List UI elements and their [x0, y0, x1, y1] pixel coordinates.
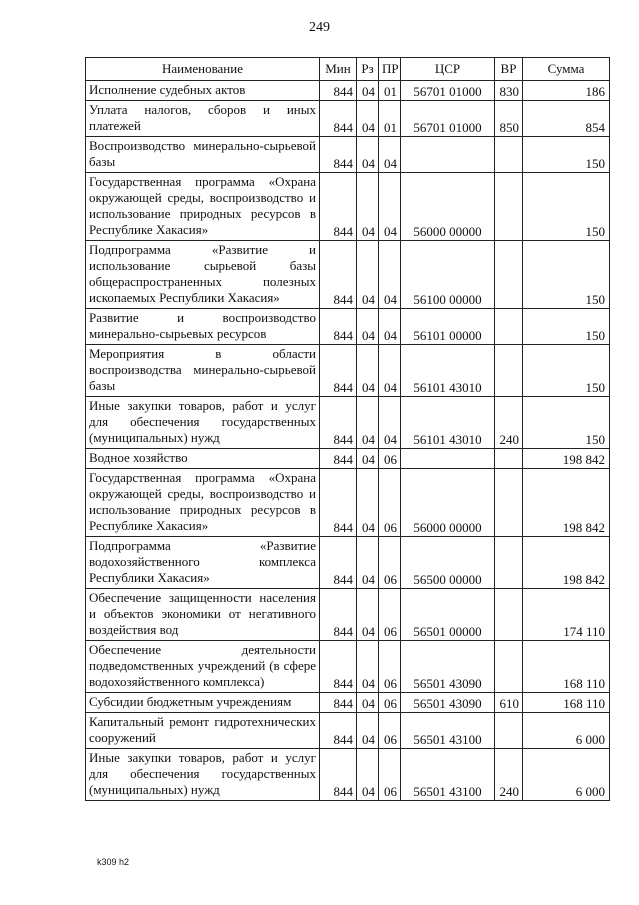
row-rz: 04 [357, 749, 379, 801]
row-min: 844 [320, 309, 357, 345]
row-csr: 56101 43010 [401, 397, 495, 449]
row-sum: 854 [523, 101, 610, 137]
row-vr: 610 [495, 693, 523, 713]
row-name: Подпрограмма «Развитие и использование сырьевой базы общераспространенных полезных ископаемых Республики Хакасия» [86, 241, 320, 309]
row-min: 844 [320, 173, 357, 241]
row-rz: 04 [357, 345, 379, 397]
row-rz: 04 [357, 101, 379, 137]
row-min: 844 [320, 241, 357, 309]
row-sum: 150 [523, 397, 610, 449]
row-min: 844 [320, 81, 357, 101]
row-pr: 01 [379, 101, 401, 137]
row-vr [495, 173, 523, 241]
row-csr: 56501 43100 [401, 749, 495, 801]
row-min: 844 [320, 137, 357, 173]
row-name: Субсидии бюджетным учреждениям [86, 693, 320, 713]
table-row [86, 309, 610, 345]
row-pr: 06 [379, 449, 401, 469]
row-rz: 04 [357, 641, 379, 693]
row-sum: 168 110 [523, 693, 610, 713]
row-sum: 150 [523, 137, 610, 173]
row-vr [495, 589, 523, 641]
row-sum: 186 [523, 81, 610, 101]
row-sum: 198 842 [523, 449, 610, 469]
row-sum: 6 000 [523, 749, 610, 801]
row-name: Государственная программа «Охрана окружающей среды, воспроизводство и использование природных ресурсов в Республике Хакасия» [86, 173, 320, 241]
row-sum: 168 110 [523, 641, 610, 693]
table-row [86, 589, 610, 641]
table-header-row [86, 58, 610, 81]
row-name: Обеспечение защищенности населения и объектов экономики от негативного воздействия вод [86, 589, 320, 641]
row-csr: 56501 00000 [401, 589, 495, 641]
row-sum: 6 000 [523, 713, 610, 749]
row-min: 844 [320, 449, 357, 469]
row-min: 844 [320, 713, 357, 749]
table-body [86, 81, 610, 801]
row-name: Капитальный ремонт гидротехнических сооружений [86, 713, 320, 749]
row-vr [495, 309, 523, 345]
row-vr [495, 713, 523, 749]
row-name: Иные закупки товаров, работ и услуг для обеспечения государственных (муниципальных) нужд [86, 749, 320, 801]
row-pr: 06 [379, 469, 401, 537]
row-rz: 04 [357, 397, 379, 449]
header-min: Мин [320, 58, 357, 81]
row-sum: 150 [523, 345, 610, 397]
row-csr: 56101 00000 [401, 309, 495, 345]
row-pr: 04 [379, 241, 401, 309]
header-name: Наименование [86, 58, 320, 81]
row-csr [401, 449, 495, 469]
row-sum: 150 [523, 173, 610, 241]
row-vr: 240 [495, 749, 523, 801]
row-rz: 04 [357, 713, 379, 749]
row-csr: 56501 43090 [401, 693, 495, 713]
row-pr: 04 [379, 345, 401, 397]
row-min: 844 [320, 589, 357, 641]
row-csr: 56701 01000 [401, 81, 495, 101]
row-sum: 174 110 [523, 589, 610, 641]
row-rz: 04 [357, 173, 379, 241]
table-row [86, 537, 610, 589]
row-min: 844 [320, 641, 357, 693]
row-sum: 150 [523, 241, 610, 309]
row-rz: 04 [357, 693, 379, 713]
row-name: Развитие и воспроизводство минерально-сырьевых ресурсов [86, 309, 320, 345]
row-sum: 198 842 [523, 537, 610, 589]
table-row [86, 469, 610, 537]
row-csr: 56701 01000 [401, 101, 495, 137]
header-rz: Рз [357, 58, 379, 81]
row-rz: 04 [357, 241, 379, 309]
row-vr [495, 469, 523, 537]
row-vr: 850 [495, 101, 523, 137]
row-csr: 56000 00000 [401, 173, 495, 241]
row-vr: 240 [495, 397, 523, 449]
row-min: 844 [320, 537, 357, 589]
row-rz: 04 [357, 137, 379, 173]
row-vr [495, 241, 523, 309]
table-row [86, 713, 610, 749]
row-name: Мероприятия в области воспроизводства минерально-сырьевой базы [86, 345, 320, 397]
footer-code: k309 h2 [97, 857, 130, 867]
row-name: Иные закупки товаров, работ и услуг для обеспечения государственных (муниципальных) нужд [86, 397, 320, 449]
row-name: Уплата налогов, сборов и иных платежей [86, 101, 320, 137]
row-pr: 01 [379, 81, 401, 101]
header-sum: Сумма [523, 58, 610, 81]
table-row [86, 173, 610, 241]
row-pr: 06 [379, 537, 401, 589]
row-rz: 04 [357, 309, 379, 345]
table-row [86, 693, 610, 713]
table-row [86, 749, 610, 801]
table-row [86, 241, 610, 309]
row-name: Исполнение судебных актов [86, 81, 320, 101]
row-pr: 06 [379, 589, 401, 641]
row-vr [495, 449, 523, 469]
row-csr: 56501 43100 [401, 713, 495, 749]
row-csr: 56500 00000 [401, 537, 495, 589]
row-sum: 198 842 [523, 469, 610, 537]
row-pr: 04 [379, 309, 401, 345]
page-number: 249 [309, 20, 330, 35]
row-rz: 04 [357, 449, 379, 469]
row-csr: 56000 00000 [401, 469, 495, 537]
row-sum: 150 [523, 309, 610, 345]
row-name: Обеспечение деятельности подведомственных учреждений (в сфере водохозяйственного комплекса) [86, 641, 320, 693]
table-row [86, 449, 610, 469]
row-pr: 04 [379, 137, 401, 173]
budget-table [85, 57, 610, 801]
row-vr [495, 345, 523, 397]
table-row [86, 137, 610, 173]
row-min: 844 [320, 397, 357, 449]
row-csr: 56501 43090 [401, 641, 495, 693]
table-row [86, 101, 610, 137]
table-row [86, 641, 610, 693]
row-name: Водное хозяйство [86, 449, 320, 469]
row-pr: 06 [379, 693, 401, 713]
row-min: 844 [320, 469, 357, 537]
row-rz: 04 [357, 589, 379, 641]
row-rz: 04 [357, 81, 379, 101]
header-csr: ЦСР [401, 58, 495, 81]
row-pr: 04 [379, 397, 401, 449]
row-name: Государственная программа «Охрана окружающей среды, воспроизводство и использование природных ресурсов в Республике Хакасия» [86, 469, 320, 537]
row-min: 844 [320, 693, 357, 713]
row-name: Подпрограмма «Развитие водохозяйственного комплекса Республики Хакасия» [86, 537, 320, 589]
row-pr: 06 [379, 713, 401, 749]
row-min: 844 [320, 101, 357, 137]
row-csr: 56100 00000 [401, 241, 495, 309]
row-csr [401, 137, 495, 173]
row-rz: 04 [357, 537, 379, 589]
table-row [86, 397, 610, 449]
row-pr: 06 [379, 641, 401, 693]
row-name: Воспроизводство минерально-сырьевой базы [86, 137, 320, 173]
table-row [86, 345, 610, 397]
row-pr: 06 [379, 749, 401, 801]
row-vr [495, 537, 523, 589]
row-pr: 04 [379, 173, 401, 241]
row-vr: 830 [495, 81, 523, 101]
row-rz: 04 [357, 469, 379, 537]
table-row [86, 81, 610, 101]
row-min: 844 [320, 749, 357, 801]
row-vr [495, 137, 523, 173]
row-csr: 56101 43010 [401, 345, 495, 397]
row-min: 844 [320, 345, 357, 397]
header-pr: ПР [379, 58, 401, 81]
header-vr: ВР [495, 58, 523, 81]
row-vr [495, 641, 523, 693]
